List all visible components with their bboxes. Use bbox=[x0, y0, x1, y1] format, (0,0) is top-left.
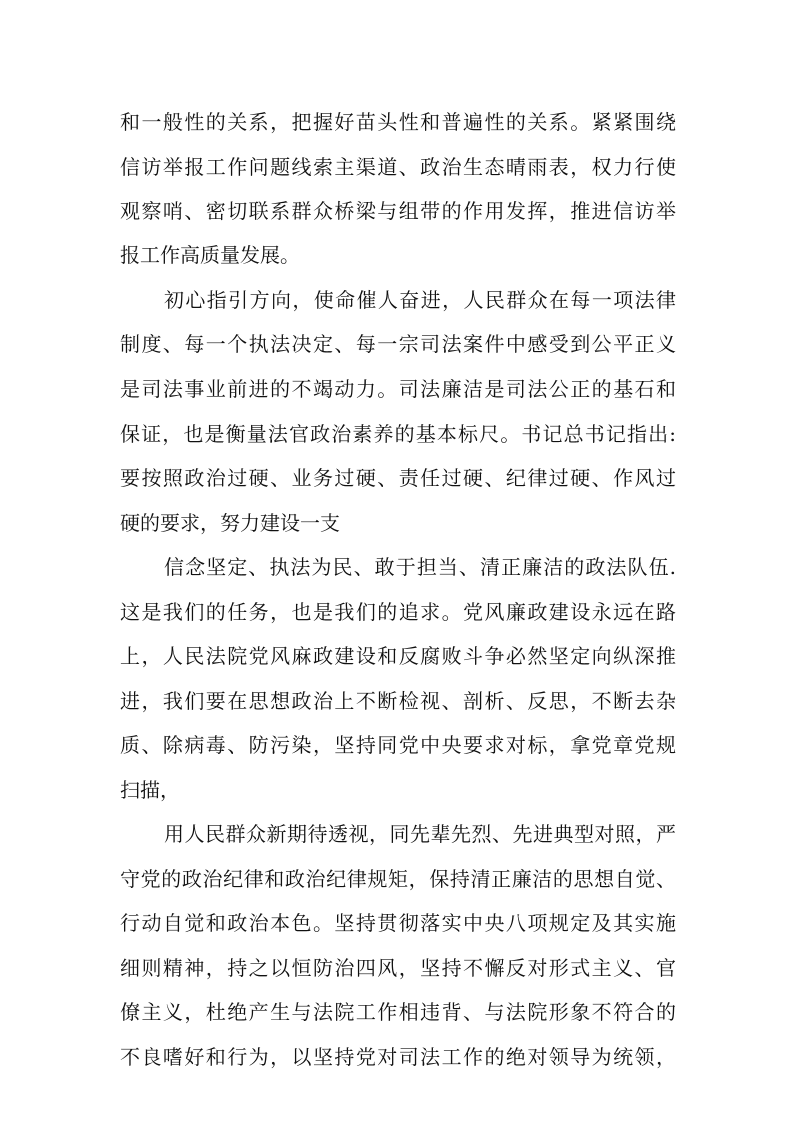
text-line-11: 信念坚定、执法为民、敢于担当、清正廉洁的政法队伍. bbox=[164, 555, 676, 579]
text-line-5: 初心指引方向，使命催人奋进，人民群众在每一项法律 bbox=[164, 288, 676, 312]
text-line-13: 上，人民法院党风麻政建设和反腐败斗争必然坚定向纵深推 bbox=[120, 644, 676, 668]
text-line-1: 和一般性的关系，把握好苗头性和普遍性的关系。紧紧围绕 bbox=[120, 110, 676, 134]
text-line-2: 信访举报工作问题线索主渠道、政治生态晴雨表，权力行使 bbox=[120, 155, 676, 179]
text-line-22: 不良嗜好和行为，以坚持党对司法工作的绝对领导为统领， bbox=[120, 1045, 676, 1069]
text-line-6: 制度、每一个执法决定、每一宗司法案件中感受到公平正义 bbox=[120, 332, 676, 356]
text-line-7: 是司法事业前进的不竭动力。司法廉洁是司法公正的基石和 bbox=[120, 377, 676, 401]
text-line-4: 报工作高质量发展。 bbox=[120, 243, 300, 267]
text-line-18: 守党的政治纪律和政治纪律规矩，保持清正廉洁的思想自觉、 bbox=[120, 867, 676, 891]
text-line-15: 质、除病毒、防污染，坚持同党中央要求对标，拿党章党规 bbox=[120, 733, 676, 757]
text-line-21: 僚主义，杜绝产生与法院工作相违背、与法院形象不符合的 bbox=[120, 1000, 676, 1024]
text-line-8: 保证，也是衡量法官政治素养的基本标尺。书记总书记指出: bbox=[120, 422, 676, 446]
text-line-10: 硬的要求，努力建设一支 bbox=[120, 511, 340, 535]
text-line-17: 用人民群众新期待透视，同先辈先烈、先进典型对照，严 bbox=[164, 822, 676, 846]
text-line-3: 观察哨、密切联系群众桥梁与组带的作用发挥，推进信访举 bbox=[120, 199, 676, 223]
text-line-20: 细则精神，持之以恒防治四风，坚持不懈反对形式主义、官 bbox=[120, 956, 676, 980]
text-line-9: 要按照政治过硬、业务过硬、责任过硬、纪律过硬、作风过 bbox=[120, 466, 676, 490]
text-line-14: 进，我们要在思想政治上不断检视、剖析、反思，不断去杂 bbox=[120, 689, 676, 713]
text-line-12: 这是我们的任务，也是我们的追求。党风廉政建设永远在路 bbox=[120, 600, 676, 624]
text-line-19: 行动自觉和政治本色。坚持贯彻落实中央八项规定及其实施 bbox=[120, 911, 676, 935]
text-line-16: 扫描， bbox=[120, 778, 180, 802]
